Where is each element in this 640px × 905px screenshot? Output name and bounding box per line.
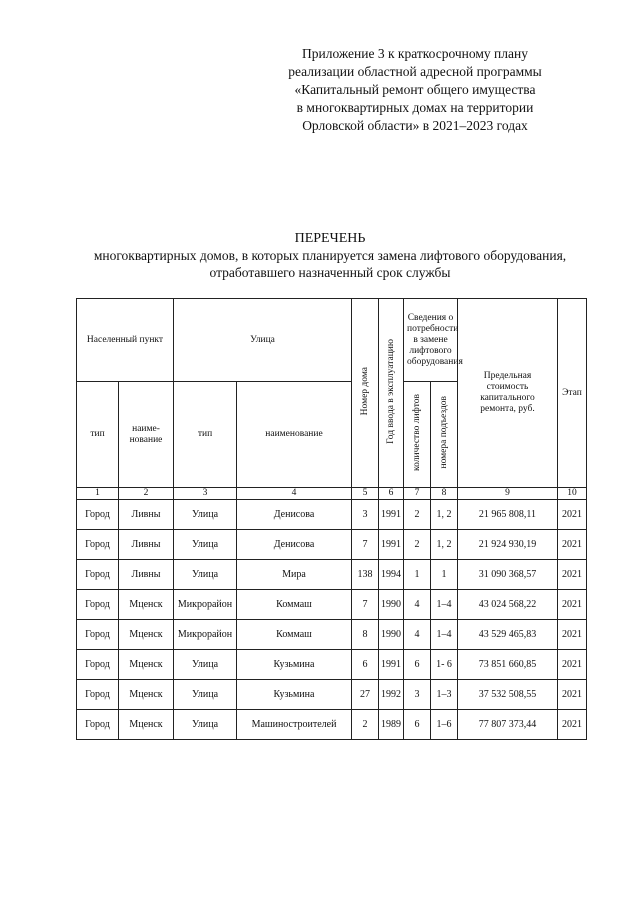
settlement-type-cell: Город bbox=[77, 560, 119, 590]
buildings-table bbox=[76, 298, 587, 740]
table-row bbox=[77, 620, 587, 650]
cost-cell: 43 024 568,22 bbox=[458, 590, 558, 620]
document-subtitle-line: отработавшего назначенный срок службы bbox=[209, 265, 451, 280]
settlement-name-cell: Ливны bbox=[119, 530, 174, 560]
settlement-name-cell: Ливны bbox=[119, 560, 174, 590]
table-row bbox=[77, 650, 587, 680]
cost-cell: 21 965 808,11 bbox=[458, 500, 558, 530]
lift-count-cell: 4 bbox=[404, 620, 431, 650]
lift-count-cell: 2 bbox=[404, 500, 431, 530]
header-stage: Этап bbox=[558, 299, 587, 488]
house-number-cell: 3 bbox=[352, 500, 379, 530]
year-cell: 1989 bbox=[379, 710, 404, 740]
street-type-cell: Улица bbox=[174, 710, 237, 740]
year-cell: 1991 bbox=[379, 500, 404, 530]
settlement-type-cell: Город bbox=[77, 590, 119, 620]
header-house-number-text: Номер дома bbox=[359, 366, 370, 416]
street-name-cell: Денисова bbox=[237, 500, 352, 530]
street-name-cell: Кузьмина bbox=[237, 650, 352, 680]
street-type-cell: Улица bbox=[174, 680, 237, 710]
settlement-name-cell: Мценск bbox=[119, 710, 174, 740]
entrance-numbers-cell: 1–6 bbox=[431, 710, 458, 740]
appendix-line: реализации областной адресной программы bbox=[288, 64, 542, 79]
street-name-cell: Коммаш bbox=[237, 590, 352, 620]
entrance-numbers-cell: 1, 2 bbox=[431, 500, 458, 530]
year-cell: 1990 bbox=[379, 620, 404, 650]
header-lift-count-text: количество лифтов bbox=[411, 394, 422, 471]
header-street: Улица bbox=[174, 299, 352, 382]
settlement-type-cell: Город bbox=[77, 530, 119, 560]
document-title: ПЕРЕЧЕНЬ bbox=[294, 231, 366, 246]
stage-cell: 2021 bbox=[558, 530, 587, 560]
table-row bbox=[77, 680, 587, 710]
street-name-cell: Мира bbox=[237, 560, 352, 590]
header-entrance-numbers-text: номера подъездов bbox=[438, 396, 449, 469]
lift-count-cell: 6 bbox=[404, 710, 431, 740]
header-street-name: наименование bbox=[237, 382, 352, 488]
table-row bbox=[77, 590, 587, 620]
stage-cell: 2021 bbox=[558, 590, 587, 620]
lift-count-cell: 3 bbox=[404, 680, 431, 710]
header-lift-count bbox=[404, 382, 431, 488]
appendix-line: Орловской области» в 2021–2023 годах bbox=[302, 118, 528, 133]
house-number-cell: 8 bbox=[352, 620, 379, 650]
table-row bbox=[77, 530, 587, 560]
stage-cell: 2021 bbox=[558, 560, 587, 590]
settlement-type-cell: Город bbox=[77, 650, 119, 680]
street-type-cell: Микрорайон bbox=[174, 620, 237, 650]
column-number: 3 bbox=[174, 488, 237, 500]
column-number: 4 bbox=[237, 488, 352, 500]
lift-count-cell: 1 bbox=[404, 560, 431, 590]
stage-cell: 2021 bbox=[558, 680, 587, 710]
column-number: 6 bbox=[379, 488, 404, 500]
street-type-cell: Улица bbox=[174, 500, 237, 530]
settlement-type-cell: Город bbox=[77, 680, 119, 710]
header-settlement-type: тип bbox=[77, 382, 119, 488]
header-settlement: Населенный пункт bbox=[77, 299, 174, 382]
settlement-type-cell: Город bbox=[77, 710, 119, 740]
street-type-cell: Улица bbox=[174, 650, 237, 680]
column-number: 2 bbox=[119, 488, 174, 500]
lift-count-cell: 2 bbox=[404, 530, 431, 560]
house-number-cell: 7 bbox=[352, 590, 379, 620]
document-subtitle-line: многоквартирных домов, в которых планируется замена лифтового оборудования, bbox=[93, 248, 567, 263]
header-cost: Предельная стоимость капитального ремонта, руб. bbox=[458, 299, 558, 488]
settlement-name-cell: Мценск bbox=[119, 620, 174, 650]
header-settlement-name: наиме-нование bbox=[119, 382, 174, 488]
header-house-number bbox=[352, 299, 379, 488]
entrance-numbers-cell: 1–4 bbox=[431, 620, 458, 650]
appendix-line: Приложение 3 к краткосрочному плану bbox=[302, 46, 528, 61]
house-number-cell: 6 bbox=[352, 650, 379, 680]
cost-cell: 77 807 373,44 bbox=[458, 710, 558, 740]
entrance-numbers-cell: 1, 2 bbox=[431, 530, 458, 560]
column-number: 10 bbox=[558, 488, 587, 500]
settlement-name-cell: Мценск bbox=[119, 680, 174, 710]
street-type-cell: Улица bbox=[174, 530, 237, 560]
header-street-type: тип bbox=[174, 382, 237, 488]
year-cell: 1991 bbox=[379, 530, 404, 560]
header-entrance-numbers bbox=[431, 382, 458, 488]
house-number-cell: 138 bbox=[352, 560, 379, 590]
table-row bbox=[77, 560, 587, 590]
column-number: 5 bbox=[352, 488, 379, 500]
document-heading bbox=[60, 230, 600, 281]
stage-cell: 2021 bbox=[558, 500, 587, 530]
year-cell: 1992 bbox=[379, 680, 404, 710]
lift-count-cell: 6 bbox=[404, 650, 431, 680]
cost-cell: 31 090 368,57 bbox=[458, 560, 558, 590]
column-number: 7 bbox=[404, 488, 431, 500]
house-number-cell: 7 bbox=[352, 530, 379, 560]
street-name-cell: Коммаш bbox=[237, 620, 352, 650]
table-row bbox=[77, 500, 587, 530]
header-row-top bbox=[77, 299, 587, 382]
year-cell: 1990 bbox=[379, 590, 404, 620]
street-name-cell: Кузьмина bbox=[237, 680, 352, 710]
house-number-cell: 27 bbox=[352, 680, 379, 710]
settlement-type-cell: Город bbox=[77, 620, 119, 650]
house-number-cell: 2 bbox=[352, 710, 379, 740]
column-number: 8 bbox=[431, 488, 458, 500]
settlement-name-cell: Мценск bbox=[119, 650, 174, 680]
cost-cell: 37 532 508,55 bbox=[458, 680, 558, 710]
appendix-line: в многоквартирных домах на территории bbox=[296, 100, 534, 115]
appendix-note bbox=[255, 45, 575, 135]
header-year bbox=[379, 299, 404, 488]
street-name-cell: Машиностроителей bbox=[237, 710, 352, 740]
cost-cell: 73 851 660,85 bbox=[458, 650, 558, 680]
entrance-numbers-cell: 1–3 bbox=[431, 680, 458, 710]
entrance-numbers-cell: 1 bbox=[431, 560, 458, 590]
year-cell: 1994 bbox=[379, 560, 404, 590]
column-number: 1 bbox=[77, 488, 119, 500]
cost-cell: 43 529 465,83 bbox=[458, 620, 558, 650]
column-number: 9 bbox=[458, 488, 558, 500]
street-type-cell: Микрорайон bbox=[174, 590, 237, 620]
header-need: Сведения о потребности в замене лифтового оборудования bbox=[404, 299, 458, 382]
appendix-line: «Капитальный ремонт общего имущества bbox=[294, 82, 536, 97]
stage-cell: 2021 bbox=[558, 650, 587, 680]
street-type-cell: Улица bbox=[174, 560, 237, 590]
year-cell: 1991 bbox=[379, 650, 404, 680]
header-year-text: Год ввода в эксплуатацию bbox=[385, 338, 396, 444]
settlement-type-cell: Город bbox=[77, 500, 119, 530]
lift-count-cell: 4 bbox=[404, 590, 431, 620]
stage-cell: 2021 bbox=[558, 710, 587, 740]
settlement-name-cell: Ливны bbox=[119, 500, 174, 530]
table-row bbox=[77, 710, 587, 740]
entrance-numbers-cell: 1–4 bbox=[431, 590, 458, 620]
stage-cell: 2021 bbox=[558, 620, 587, 650]
entrance-numbers-cell: 1- 6 bbox=[431, 650, 458, 680]
street-name-cell: Денисова bbox=[237, 530, 352, 560]
column-number-row bbox=[77, 488, 587, 500]
cost-cell: 21 924 930,19 bbox=[458, 530, 558, 560]
settlement-name-cell: Мценск bbox=[119, 590, 174, 620]
